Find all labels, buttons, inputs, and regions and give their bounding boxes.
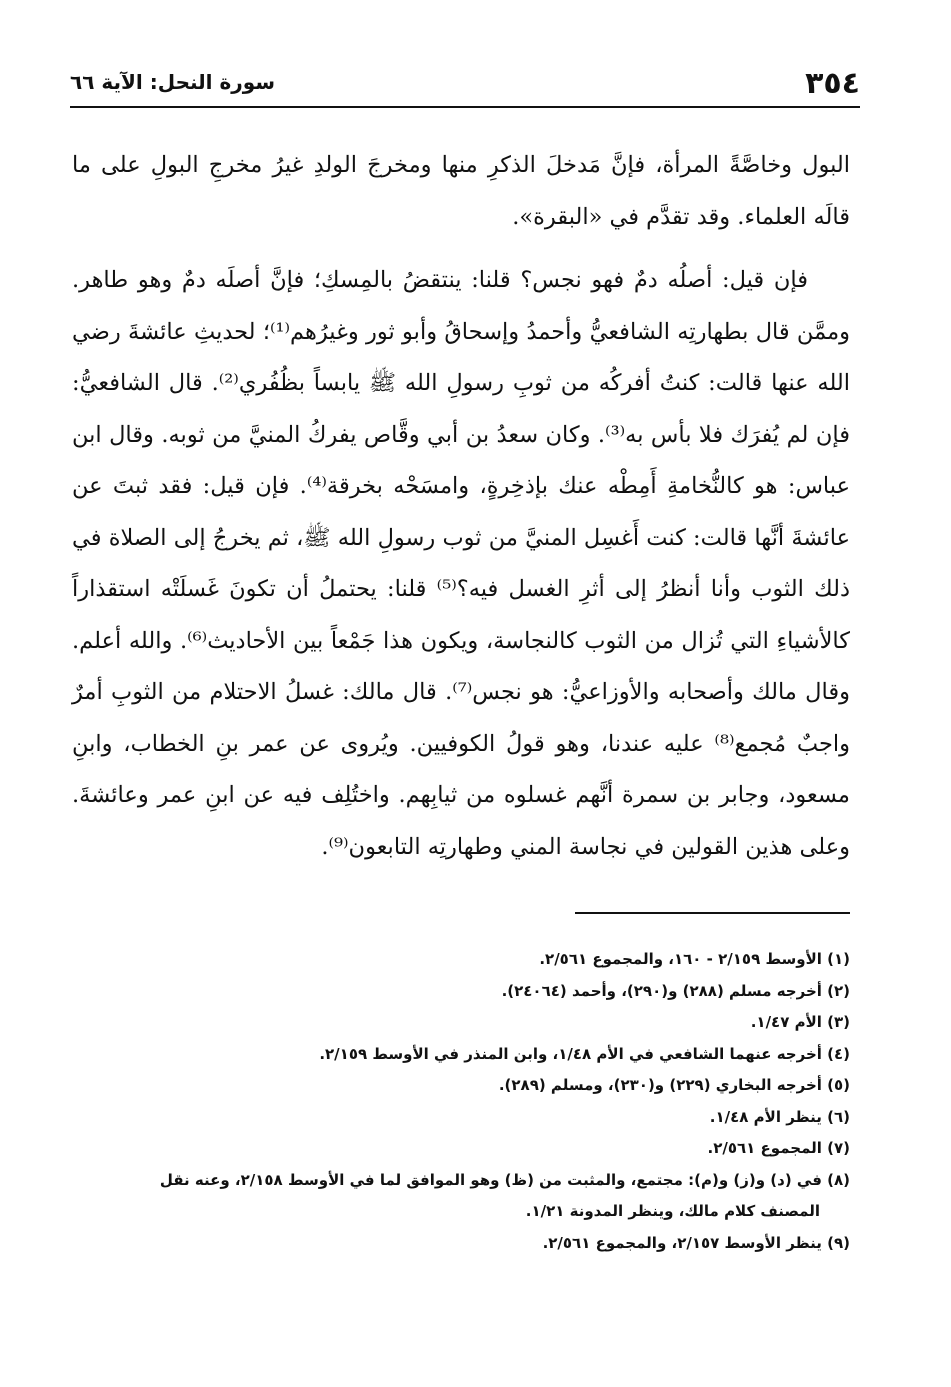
main-text <box>72 140 850 873</box>
footnote-6: (٦) ينظر الأم ١/٤٨. <box>709 1107 850 1126</box>
header-divider <box>70 106 860 108</box>
footnote-3: (٣) الأم ١/٤٧. <box>750 1013 850 1031</box>
footnote-7: (٧) المجموع ٢/٥٦١. <box>707 1139 850 1157</box>
footnote-8: (٨) في (د) و(ز) و(م): مجتمع، والمثبت من (ظ) وهو الموافق لما في الأوسط ٢/١٥٨، وعنه نقل <box>159 1170 850 1189</box>
footnote-divider <box>575 912 850 914</box>
page-number: ٣٥٤ <box>805 66 860 101</box>
footnote-1: (١) الأوسط ٢/١٥٩ - ١٦٠، والمجموع ٢/٥٦١. <box>539 950 850 968</box>
paragraph-2: فإن قيل: أصلُه دمٌ فهو نجس؟ قلنا: ينتقضُ بالمِسكِ؛ فإنَّ أصلَه دمٌ وهو طاهر. وممَّن قال بطهارتِه الشافعيُّ وأحمدُ وإسحاقُ وأبو ثور وغيرُهم⁽¹⁾؛ لحديثِ عائشةَ رضي الله عنها قالت: كنتُ أفركُه من ثوبِ رسولِ الله ﷺ يابساً بظُفُري⁽²⁾. قال الشافعيُّ: فإن لم يُفرَك فلا بأس به⁽³⁾. وكان سعدُ بن أبي وقَّاص يفركُ المنيَّ من ثوبه. وقال ابن عباس: هو كالنُّخامةِ أَمِطْه عنك بإذخِرةٍ، وامسَحْه بخرقة⁽⁴⁾. فإن قيل: فقد ثبتَ عن عائشةَ أنَّها قالت: كنت أَغسِل المنيَّ من ثوب رسولِ الله ﷺ، ثم يخرجُ إلى الصلاة في ذلك الثوب وأنا أنظرُ إلى أثرِ الغسل فيه؟⁽⁵⁾ قلنا: يحتملُ أن تكونَ غَسلَتْه استقذاراً كالأشياءِ التي تُزال من الثوب كالنجاسة، ويكون هذا جَمْعاً بين الأحاديث⁽⁶⁾. والله أعلم. وقال مالك وأصحابه والأوزاعيُّ: هو نجس⁽⁷⁾. قال مالك: غسلُ الاحتلام من الثوبِ أمرٌ واجبٌ مُجمع⁽⁸⁾ عليه عندنا، وهو قولُ الكوفيين. ويُروى عن عمر بنِ الخطاب، وابنِ مسعود، وجابر بن سمرة أنَّهم غسلوه من ثيابِهم. واختُلِف فيه عن ابنِ عمر وعائشةَ. وعلى هذين القولين في نجاسة المني وطهارتِه التابعون⁽⁹⁾. <box>72 267 851 860</box>
running-title: سورة النحل: الآية ٦٦ <box>70 70 276 94</box>
page-header <box>70 62 860 102</box>
footnote-2: (٢) أخرجه مسلم (٢٨٨) و(٢٩٠)، وأحمد (٢٤٠٦٤). <box>501 981 850 1000</box>
footnote-9: (٩) ينظر الأوسط ٢/١٥٧، والمجموع ٢/٥٦١. <box>542 1233 850 1252</box>
footnote-5: (٥) أخرجه البخاري (٢٢٩) و(٢٣٠)، ومسلم (٢٨٩). <box>498 1076 850 1094</box>
footnotes <box>70 944 850 1259</box>
footnote-4: (٤) أخرجه عنهما الشافعي في الأم ١/٤٨، وابن المنذر في الأوسط ٢/١٥٩. <box>319 1044 850 1063</box>
footnote-8-continued: المصنف كلام مالك، وينظر المدونة ١/٢١. <box>525 1202 820 1220</box>
paragraph-1: البول وخاصَّةً المرأة، فإنَّ مَدخلَ الذكرِ منها ومخرجَ الولدِ غيرُ مخرجِ البولِ على ما قالَه العلماء. وقد تقدَّم في «البقرة». <box>72 152 850 230</box>
